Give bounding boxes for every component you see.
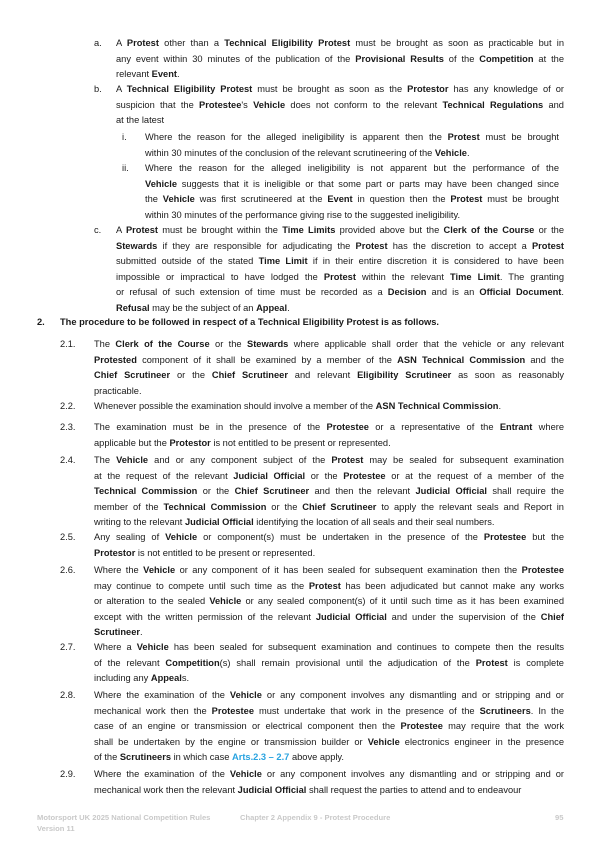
defined-term: Protest (308, 580, 341, 591)
paragraph-line: The Clerk of the Course or the Stewards where applicable shall order that the vehicle or any relevant (94, 339, 564, 349)
defined-term: Judicial Official (315, 611, 387, 622)
paragraph-line: A Protest must be brought within the Time Limits provided above but the Clerk of the Course or the (116, 225, 565, 235)
paragraph-line: suspicion that the Protestee's Vehicle does not conform to the relevant Technical Regulations and (116, 99, 564, 110)
paragraph-line: case of an engine or transmission or electrical component then the Protestee may require that the work (94, 721, 564, 731)
defined-term: Protest (125, 225, 158, 235)
paragraph-line: A Protest other than a Technical Eligibility Protest must be brought as soon as practicable but in (116, 38, 565, 48)
paragraph-line: impossible or impractical to have lodged the Protest within the relevant Time Limit. The granting (116, 271, 564, 282)
defined-term: Scrutineers (479, 705, 531, 716)
defined-term: Protestee (326, 422, 369, 432)
defined-term: Protest (531, 240, 564, 251)
defined-term: Eligibility Scrutineer (357, 370, 452, 380)
defined-term: Protestor (169, 437, 211, 448)
defined-term: Clerk of the Course (115, 339, 210, 349)
paragraph-line: mechanical work then the Protestee must undertake that work in the presence of the Scrutineers. In the (94, 705, 564, 716)
defined-term: Protest (355, 240, 388, 251)
defined-term: Vehicle (136, 642, 169, 652)
defined-term: Appeal (256, 302, 288, 313)
defined-term: Technical Regulations (442, 99, 544, 110)
paragraph-line: writing to the relevant Judicial Official identifying the location of all seals and their seal numbers. (94, 517, 495, 527)
paragraph-line: except with the written permission of the relevant Judicial Official and under the supervision of the Chief (94, 611, 564, 622)
paragraph-line: Any sealing of Vehicle or component(s) must be undertaken in the presence of the Protestee but the (94, 532, 565, 542)
defined-term: Judicial Official (233, 470, 306, 481)
item-label: 2. (37, 317, 45, 327)
paragraph-line: Technical Commission or the Chief Scrutineer and then the relevant Judicial Official shall require the (94, 486, 565, 496)
defined-term: Chief Scrutineer (94, 370, 171, 380)
defined-term: Technical Commission (163, 501, 267, 512)
paragraph-line: Where the Vehicle or any component of it has been sealed for subsequent examination then the Protestee (94, 565, 564, 575)
paragraph-line: of the relevant Competition(s) shall remain provisional until the adjudication of the Protest is complete (94, 657, 564, 668)
paragraph-line: Where the reason for the alleged ineligibility is apparent then the Protest must be brought (145, 132, 559, 142)
defined-term: Clerk of the Course (443, 225, 535, 235)
item-label: i. (122, 132, 127, 142)
defined-term: ASN Technical Commission (375, 401, 499, 411)
defined-term: Vehicle (434, 147, 467, 158)
paragraph-line: of the Scrutineers in which case Arts.2.3 – 2.7 above apply. (94, 752, 344, 762)
defined-term: Vehicle (162, 194, 195, 204)
defined-term: Scrutineers (119, 752, 171, 762)
defined-term: Vehicle (143, 565, 176, 575)
defined-term: Protestee (343, 470, 386, 481)
defined-term: Vehicle (116, 455, 149, 465)
article-cross-reference-link[interactable]: Arts.2.3 – 2.7 (231, 752, 290, 762)
footer-version: Version 11 (37, 824, 75, 833)
item-label: 2.6. (60, 565, 76, 575)
paragraph-line: within 30 minutes of the performance giving rise to the suggested ineligibility. (145, 209, 461, 220)
paragraph-line: Where a Vehicle has been sealed for subsequent examination and continues to compete then the results (94, 642, 565, 652)
item-label: 2.4. (60, 455, 76, 465)
defined-term: Appeal (150, 673, 182, 683)
defined-term: The procedure to be followed in respect of a Technical Eligibility Protest is as follows. (60, 317, 440, 327)
paragraph-line: or alteration to the sealed Vehicle or any sealed component(s) of it until such time as it has been examined (94, 596, 564, 606)
item-label: 2.5. (60, 532, 76, 542)
defined-term: Protest (447, 132, 480, 142)
defined-term: Protestee (483, 532, 527, 542)
defined-term: Time Limit (258, 256, 308, 266)
defined-term: Entrant (499, 422, 533, 432)
defined-term: Vehicle (253, 99, 286, 110)
defined-term: Protestor (94, 547, 136, 558)
paragraph-line: member of the Technical Commission or the Chief Scrutineer to apply the relevant seals and Report in (94, 501, 564, 512)
defined-term: Protest (126, 38, 159, 48)
defined-term: Provisional Results (355, 53, 444, 64)
paragraph-line: Where the examination of the Vehicle or any component involves any dismantling and or stripping and or (94, 690, 564, 700)
defined-term: Vehicle (145, 178, 178, 189)
defined-term: Protest (450, 194, 483, 204)
defined-term: Chief Scrutineer (211, 370, 288, 380)
footer-page-number: 95 (555, 813, 564, 822)
defined-term: Vehicle (229, 769, 262, 779)
paragraph-line: or refusal of such extension of time must be recorded as a Decision and is an Official Document. (116, 287, 564, 297)
item-label: a. (94, 38, 102, 48)
defined-term: Event (151, 69, 177, 79)
defined-term: Official Document (479, 287, 562, 297)
defined-term: Protested (94, 354, 137, 365)
defined-term: Stewards (247, 339, 289, 349)
paragraph-line: including any Appeals. (94, 673, 190, 683)
item-label: 2.3. (60, 422, 76, 432)
item-label: ii. (122, 163, 129, 173)
item-label: 2.9. (60, 769, 76, 779)
defined-term: Vehicle (209, 596, 242, 606)
defined-term: Refusal (116, 302, 150, 313)
paragraph-line: at the latest (116, 115, 165, 125)
defined-term: Stewards (116, 240, 158, 251)
defined-term: Technical Eligibility Protest (224, 38, 351, 48)
defined-term: Competition (479, 53, 534, 64)
defined-term: Protestee (521, 565, 564, 575)
defined-term: Vehicle (229, 690, 262, 700)
defined-term: Protestee (199, 99, 242, 110)
defined-term: Protest (475, 657, 508, 668)
paragraph-line: Vehicle suggests that it is ineligible or that some part or parts may have been changed since (145, 178, 559, 189)
paragraph-line: The Vehicle and or any component subject of the Protest may be sealed for subsequent examination (94, 455, 564, 465)
paragraph-line: the Vehicle was first scrutineered at the Event in question then the Protest must be brought (145, 194, 559, 204)
paragraph-line: applicable but the Protestor is not entitled to be present or represented. (94, 437, 391, 448)
defined-term: Judicial Official (415, 486, 487, 496)
paragraph-line: Whenever possible the examination should involve a member of the ASN Technical Commission. (94, 401, 502, 411)
defined-term: Scrutineer (94, 627, 140, 637)
defined-term: Vehicle (165, 532, 198, 542)
defined-term: Chief Scrutineer (302, 501, 377, 512)
defined-term: Chief (540, 611, 564, 622)
defined-term: Event (327, 194, 353, 204)
paragraph-line: Where the reason for the alleged ineligibility is not apparent but the performance of the (145, 163, 559, 173)
footer-chapter: Chapter 2 Appendix 9 - Protest Procedure (240, 813, 391, 822)
defined-term: Chief Scrutineer (234, 486, 310, 496)
defined-term: Technical Eligibility Protest (126, 84, 253, 94)
item-label: 2.8. (60, 690, 76, 700)
paragraph-line (60, 315, 439, 329)
defined-term: Time Limit (450, 271, 500, 282)
paragraph-line: A Technical Eligibility Protest must be brought as soon as the Protestor has any knowledge of or (116, 84, 564, 94)
defined-term: Competition (165, 657, 220, 668)
defined-term: Protest (323, 271, 356, 282)
item-label: 2.7. (60, 642, 76, 652)
defined-term: Judicial Official (237, 784, 307, 795)
item-label: b. (94, 84, 102, 94)
paragraph-line: Scrutineer. (94, 627, 143, 637)
paragraph-line: any event within 30 minutes of the publication of the Provisional Results of the Competition at the (116, 53, 565, 64)
paragraph-line: shall be undertaken by the engine or transmission builder or Vehicle electronics engineer in the presence (94, 736, 564, 747)
defined-term: Protestee (400, 721, 443, 731)
paragraph-line: at the request of the relevant Judicial Official or the Protestee or at the request of a member of the (94, 470, 565, 481)
defined-term: ASN Technical Commission (397, 354, 526, 365)
paragraph-line: Protestor is not entitled to be present or represented. (94, 547, 316, 558)
paragraph-line: practicable. (94, 385, 142, 396)
paragraph-line: Where the examination of the Vehicle or any component involves any dismantling and or stripping and or (94, 769, 564, 779)
paragraph-line: relevant Event. (116, 69, 180, 79)
item-label: 2.2. (60, 401, 76, 411)
paragraph-line: Chief Scrutineer or the Chief Scrutineer and relevant Eligibility Scrutineer as soon as reasonably (94, 370, 564, 380)
item-label: c. (94, 225, 102, 235)
paragraph-line: Refusal may be the subject of an Appeal. (116, 302, 290, 313)
defined-term: Protest (331, 455, 364, 465)
paragraph-line: may continue to compete until such time as the Protest has been adjudicated but cannot make any works (94, 580, 564, 591)
footer-title: Motorsport UK 2025 National Competition Rules (37, 813, 211, 822)
paragraph-line: mechanical work then the relevant Judicial Official shall request the parties to attend and to endeavour (94, 784, 522, 795)
defined-term: Vehicle (367, 736, 400, 747)
item-label: 2.1. (60, 339, 76, 349)
defined-term: Protestee (211, 705, 254, 716)
paragraph-line: Protested component of it shall be examined by a member of the ASN Technical Commission and the (94, 354, 565, 365)
defined-term: Protestor (407, 84, 449, 94)
paragraph-line: within 30 minutes of the conclusion of the relevant scrutineering of the Vehicle. (145, 147, 470, 158)
paragraph-line: Stewards if they are responsible for adjudicating the Protest has the discretion to accept a Protest (116, 240, 564, 251)
defined-term: Judicial Official (184, 517, 254, 527)
defined-term: Decision (387, 287, 427, 297)
paragraph-line: The examination must be in the presence of the Protestee or a representative of the Entrant where (94, 422, 565, 432)
defined-term: Technical Commission (94, 486, 198, 496)
defined-term: Time Limits (282, 225, 336, 235)
paragraph-line: submitted outside of the stated Time Limit if in their entire discretion it is considered to have been (116, 256, 564, 266)
